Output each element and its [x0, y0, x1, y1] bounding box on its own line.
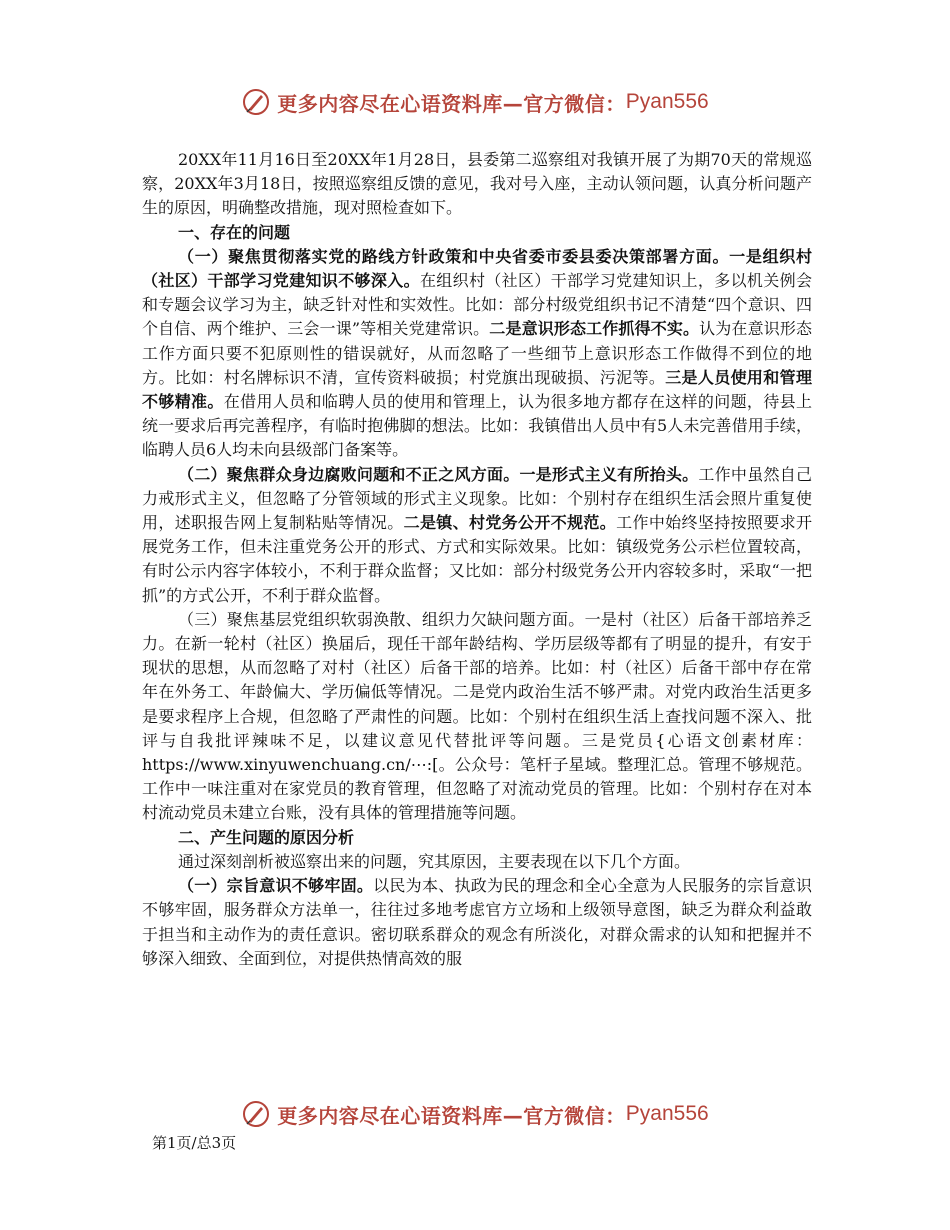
paragraph-head: （一）聚焦贯彻落实党的路线方针政策和中央省委市委县委决策部署方面。一是组织村（社区）干部学习党建知识不够深入。: [142, 246, 812, 291]
banner-wechat-id: Pyan556: [625, 1102, 709, 1125]
paragraph-problems-1: [142, 245, 812, 463]
page-number: 第1页/总3页: [152, 1134, 237, 1152]
paragraph-text: 在组织村（社区）干部学习党建知识上，多以机关例会和专题会议学习为主，缺乏针对性和实效性。比如：部分村级党组织书记不清楚“四个意识、四个自信、两个维护、三会一课”等相关党建常识。: [142, 271, 812, 339]
intro-paragraph: 20XX年11月16日至20XX年1月28日，县委第二巡察组对我镇开展了为期70天的常规巡察，20XX年3月18日，按照巡察组反馈的意见，我对号入座，主动认领问题，认真分析问题产生的原因，明确整改措施，现对照检查如下。: [142, 150, 812, 218]
paragraph-text: 工作中始终坚持按照要求开展党务工作，但未注重党务公开的形式、方式和实际效果。比如：镇级党务公示栏位置较高，有时公示内容字体较小，不利于群众监督；又比如：部分村级党务公开内容较多时，采取“一把抓”的方式公开，不利于群众监督。: [142, 513, 812, 605]
paragraph-text: 以民为本、执政为民的理念和全心全意为人民服务的宗旨意识不够牢固，服务群众方法单一，往往过多地考虑官方立场和上级领导意图，缺乏为群众利益敢于担当和主动作为的责任意识。密切联系群众的观念有所淡化，对群众需求的认知和把握并不够深入细致、全面到位，对提供热情高效的服: [142, 876, 812, 968]
banner-wechat-id: Pyan556: [625, 90, 709, 113]
causes-intro-paragraph: 通过深刻剖析被巡察出来的问题，究其原因，主要表现在以下几个方面。: [178, 851, 691, 871]
paragraph-point: 二是意识形态工作抓得不实。: [489, 319, 700, 339]
paragraph-causes-1: [142, 874, 812, 971]
paragraph-head: （二）聚焦群众身边腐败问题和不正之风方面。一是形式主义有所抬头。: [178, 464, 699, 484]
paragraph-problems-2: [142, 463, 812, 608]
paragraph-point: 二是镇、村党务公开不规范。: [403, 513, 617, 533]
section-heading-problems: 一、存在的问题: [178, 222, 291, 242]
paragraph-text: 在借用人员和临聘人员的使用和管理上，认为很多地方都存在这样的问题，待县上统一要求后再完善程序，有临时抱佛脚的想法。比如：我镇借出人员中有5人未完善借用手续，临聘人员6人均未向县级部门备案等。: [142, 392, 812, 460]
banner-text: 更多内容尽在心语资料库—官方微信：: [277, 91, 626, 116]
paragraph-problems-3: （三）聚焦基层党组织软弱涣散、组织力欠缺问题方面。一是村（社区）后备干部培养乏力。在新一轮村（社区）换届后，现任干部年龄结构、学历层级等都有了明显的提升，有安于现状的思想，从而忽略了对村（社区）后备干部的培养。比如：村（社区）后备干部中存在常年在外务工、年龄偏大、学历偏低等情况。二是党内政治生活不够严肃。对党内政治生活更多是要求程序上合规，但忽略了严肃性的问题。比如：个别村在组织生活上查找问题不深入、批评与自我批评辣味不足，以建议意见代替批评等问题。三是党员{心语文创素材库：https://www.xinyuwenchuang.cn/⋯:[。公众号：笔杆子星域。整理汇总。管理不够规范。工作中一味注重对在家党员的教育管理，但忽略了对流动党员的管理。比如：个别村存在对本村流动党员未建立台账，没有具体的管理措施等问题。: [142, 609, 812, 823]
paragraph-text: 工作中虽然自己力戒形式主义，但忽略了分管领域的形式主义现象。比如：个别村存在组织生活会照片重复使用，述职报告网上复制粘贴等情况。: [142, 464, 812, 533]
header-banner: [0, 82, 950, 122]
paragraph-head: （一）宗旨意识不够牢固。: [178, 876, 374, 896]
document-body: [142, 148, 812, 971]
banner-text: 更多内容尽在心语资料库—官方微信：: [277, 1103, 626, 1128]
paragraph-text: 认为在意识形态工作方面只要不犯原则性的错误就好，从而忽略了一些细节上意识形态工作做得不到位的地方。比如：村名牌标识不清，宣传资料破损；村党旗出现破损、污泥等。: [142, 319, 812, 387]
quill-pen-logo-icon: [241, 1099, 271, 1129]
section-heading-causes: 二、产生问题的原因分析: [178, 827, 355, 847]
quill-pen-logo-icon: [241, 87, 271, 117]
footer-banner: [0, 1094, 950, 1134]
paragraph-point: 三是人员使用和管理不够精准。: [142, 367, 812, 412]
